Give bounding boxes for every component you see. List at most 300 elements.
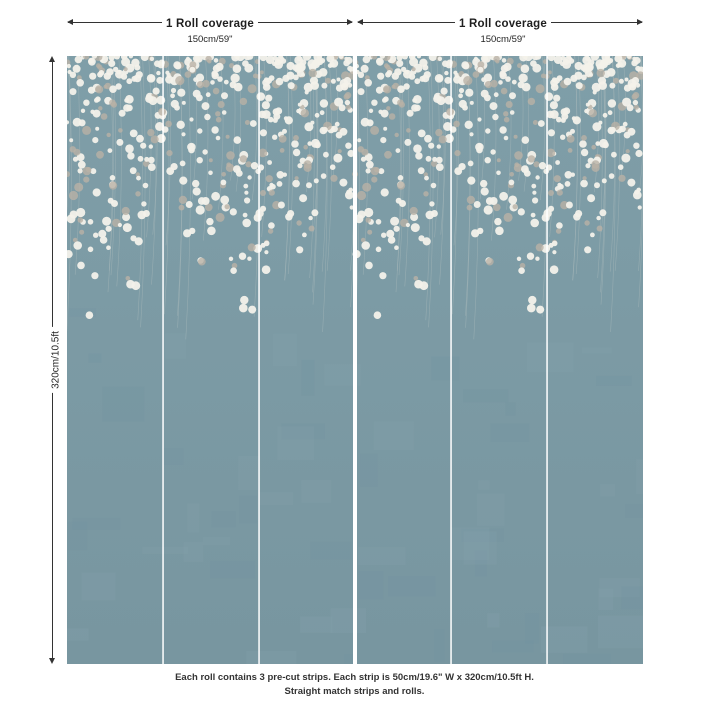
blossom — [309, 69, 317, 77]
roll-1-size: 150cm/59" — [187, 34, 233, 45]
blossom — [362, 183, 371, 192]
blossom — [339, 179, 347, 187]
blossom — [411, 223, 420, 232]
blossom — [88, 58, 94, 64]
blossom — [519, 74, 528, 83]
blossom — [149, 96, 158, 105]
blossom — [497, 158, 501, 162]
blossom — [635, 150, 642, 157]
blossom — [557, 75, 563, 81]
blossom — [508, 196, 517, 205]
blossom — [589, 73, 593, 77]
blossom — [189, 67, 195, 73]
blossom — [532, 191, 536, 195]
texture-patch — [625, 504, 643, 518]
blossom — [148, 163, 156, 171]
blossom — [481, 90, 489, 98]
blossom — [345, 143, 351, 149]
texture-patch — [487, 613, 499, 627]
blossom — [485, 128, 490, 133]
blossom — [396, 60, 403, 67]
blossom — [78, 161, 86, 169]
blossom — [528, 296, 536, 304]
blossom — [423, 191, 428, 196]
blossom — [222, 110, 227, 115]
blossom — [193, 187, 201, 195]
blossom — [437, 144, 441, 148]
blossom — [267, 160, 272, 165]
texture-patch — [210, 561, 255, 579]
blossom — [518, 208, 525, 215]
blossom — [613, 78, 619, 84]
blossom — [505, 76, 511, 82]
blossom — [413, 95, 422, 104]
blossom — [226, 135, 230, 139]
blossom — [530, 60, 537, 67]
blossom — [136, 135, 144, 143]
blossom — [264, 77, 269, 82]
blossom — [384, 151, 392, 159]
blossom — [173, 61, 181, 69]
texture-patch — [238, 456, 260, 490]
blossom — [480, 180, 487, 187]
blossom — [221, 172, 226, 177]
blossom — [636, 188, 641, 193]
texture-patch — [527, 342, 574, 372]
blossom — [467, 177, 475, 185]
blossom — [345, 100, 350, 105]
roll-1-arrow-right-icon — [347, 19, 353, 25]
blossom — [394, 245, 399, 250]
blossom — [196, 74, 204, 82]
texture-patch — [82, 573, 116, 601]
blossom — [83, 100, 89, 106]
texture-patch — [477, 494, 505, 526]
blossom — [453, 121, 460, 128]
blossom — [477, 228, 483, 234]
blossom — [629, 83, 637, 91]
blossom — [151, 135, 159, 143]
blossom — [218, 101, 225, 108]
blossom — [247, 257, 251, 261]
blossom — [198, 258, 206, 266]
texture-patch — [360, 454, 378, 487]
blossom — [211, 126, 218, 133]
texture-patch — [273, 334, 297, 367]
blossom — [202, 197, 210, 205]
blossom — [610, 127, 616, 133]
blossom — [130, 167, 137, 174]
blossom — [437, 96, 446, 105]
blossom — [528, 98, 535, 105]
blossom — [216, 117, 222, 123]
blossom — [541, 74, 546, 79]
blossom — [527, 253, 534, 260]
blossom — [439, 135, 447, 143]
blossom — [297, 163, 302, 168]
blossom — [74, 183, 83, 192]
blossom — [442, 60, 449, 67]
blossom — [177, 89, 185, 97]
blossom — [535, 257, 539, 261]
blossom — [97, 72, 103, 78]
blossom — [635, 66, 640, 71]
blossom — [269, 75, 275, 81]
blossom — [126, 78, 132, 84]
blossom — [542, 214, 550, 222]
blossom — [513, 204, 518, 209]
blossom — [383, 127, 387, 131]
blossom — [397, 182, 405, 190]
blossom — [88, 247, 94, 253]
blossom — [76, 79, 84, 87]
blossom — [498, 80, 503, 85]
blossom — [213, 88, 220, 95]
blossom — [503, 111, 508, 116]
texture-patch — [596, 376, 632, 386]
texture-patch — [239, 496, 257, 524]
blossom — [239, 253, 246, 260]
blossom — [253, 74, 258, 79]
blossom — [463, 76, 472, 85]
roll-1-title: 1 Roll coverage — [162, 18, 258, 30]
blossom — [504, 213, 513, 222]
blossom — [618, 62, 623, 67]
blossom — [509, 92, 516, 99]
blossom — [282, 129, 287, 134]
blossom — [125, 95, 134, 104]
blossom — [419, 59, 427, 67]
texture-patch — [563, 654, 611, 665]
blossom — [627, 179, 635, 187]
blossom — [608, 99, 616, 107]
blossom — [435, 74, 444, 83]
blossom — [567, 135, 575, 143]
texture-patch — [162, 448, 183, 465]
blossom — [280, 148, 285, 153]
blossom — [83, 177, 89, 183]
blossom — [70, 88, 77, 95]
blossom — [79, 230, 84, 235]
blossom — [394, 68, 401, 75]
blossom — [136, 176, 141, 181]
blossom — [123, 223, 132, 232]
blossom — [348, 188, 353, 193]
blossom — [179, 205, 185, 211]
blossom — [565, 181, 571, 187]
blossom — [214, 58, 219, 63]
blossom — [225, 204, 230, 209]
blossom — [124, 67, 128, 71]
blossom — [131, 76, 137, 82]
blossom — [618, 175, 625, 182]
blossom — [584, 246, 591, 253]
blossom — [386, 106, 390, 110]
blossom — [591, 160, 599, 168]
blossom — [597, 226, 603, 232]
blossom — [224, 80, 229, 85]
blossom — [533, 161, 539, 167]
blossom — [78, 168, 83, 173]
blossom — [95, 127, 99, 131]
blossom — [499, 126, 506, 133]
blossom — [618, 164, 624, 170]
blossom — [215, 63, 223, 71]
blossom — [221, 180, 227, 186]
blossom — [403, 83, 409, 89]
blossom — [550, 101, 558, 109]
blossom — [418, 235, 424, 241]
blossom — [236, 170, 243, 177]
blossom — [603, 113, 608, 118]
blossom — [180, 161, 186, 167]
blossom — [514, 151, 523, 160]
blossom — [581, 149, 588, 156]
blossom — [366, 168, 371, 173]
blossom — [234, 136, 242, 144]
blossom — [361, 65, 369, 73]
blossom — [419, 76, 425, 82]
blossom — [93, 233, 98, 238]
blossom — [358, 72, 364, 78]
blossom — [264, 241, 270, 247]
blossom — [293, 149, 300, 156]
texture-patch — [492, 640, 533, 652]
blossom — [465, 89, 473, 97]
blossom — [115, 70, 124, 79]
blossom — [274, 60, 283, 69]
blossom — [153, 88, 160, 95]
texture-patch — [598, 616, 643, 649]
blossom — [319, 68, 328, 77]
texture-patch — [259, 492, 294, 505]
blossom — [73, 118, 82, 127]
blossom — [486, 258, 494, 266]
blossom — [77, 262, 85, 270]
blossom — [395, 133, 399, 137]
blossom — [257, 92, 266, 101]
blossom — [481, 187, 489, 195]
blossom — [109, 99, 116, 106]
blossom — [315, 113, 320, 118]
blossom — [143, 183, 149, 189]
blossom — [217, 76, 223, 82]
blossom — [530, 219, 539, 228]
blossom — [426, 211, 435, 220]
blossom — [111, 200, 118, 207]
blossom — [595, 141, 600, 146]
blossom — [596, 216, 600, 220]
blossom — [156, 71, 160, 75]
blossom — [260, 70, 264, 74]
blossom — [485, 157, 491, 163]
blossom — [361, 118, 370, 127]
blossom — [550, 265, 559, 274]
blossom — [624, 132, 631, 139]
texture-patch — [67, 628, 89, 640]
blossom — [245, 161, 251, 167]
blossom — [248, 84, 257, 93]
blossom — [490, 197, 498, 205]
blossom — [273, 113, 280, 120]
blossom — [551, 83, 559, 91]
blossom — [98, 230, 106, 238]
blossom — [333, 154, 342, 163]
blossom — [499, 192, 508, 201]
blossom — [291, 140, 299, 148]
blossom — [141, 201, 146, 206]
blossom — [477, 117, 481, 121]
blossom — [485, 81, 492, 88]
blossom — [149, 144, 153, 148]
blossom — [308, 216, 312, 220]
blossom — [108, 148, 113, 153]
blossom — [414, 105, 421, 112]
blossom — [88, 219, 94, 225]
blossom — [396, 148, 401, 153]
blossom — [611, 152, 617, 158]
blossom — [242, 219, 251, 228]
blossom — [538, 120, 545, 127]
blossom — [602, 178, 607, 183]
blossom — [556, 228, 561, 233]
blossom — [361, 157, 366, 162]
blossom — [82, 126, 91, 135]
strip-divider — [162, 56, 164, 664]
strip-divider — [450, 56, 452, 664]
blossom — [587, 194, 595, 202]
blossom — [384, 63, 389, 68]
blossom — [365, 262, 373, 270]
blossom — [283, 173, 287, 177]
blossom — [608, 110, 613, 115]
blossom — [115, 83, 121, 89]
blossom — [575, 210, 582, 217]
blossom — [584, 220, 589, 225]
blossom — [244, 197, 250, 203]
blossom — [322, 127, 328, 133]
blossom — [277, 181, 283, 187]
blossom — [296, 246, 303, 253]
blossom — [539, 162, 546, 169]
blossom — [304, 122, 313, 131]
blossom — [583, 176, 587, 180]
blossom — [561, 113, 568, 120]
texture-patch — [310, 542, 351, 560]
texture-patch — [187, 504, 199, 533]
blossom — [571, 173, 575, 177]
blossom — [568, 148, 573, 153]
blossom — [320, 110, 325, 115]
blossom — [371, 177, 377, 183]
blossom — [126, 105, 133, 112]
blossom — [233, 64, 242, 73]
blossom — [323, 152, 329, 158]
blossom — [96, 63, 101, 68]
blossom — [266, 175, 273, 182]
blossom — [579, 140, 587, 148]
texture-patch — [478, 480, 489, 489]
blossom — [91, 272, 98, 279]
blossom — [366, 161, 374, 169]
blossom — [381, 188, 389, 196]
blossom — [431, 183, 437, 189]
blossom — [197, 157, 203, 163]
blossom — [404, 139, 411, 146]
blossom — [248, 243, 256, 251]
blossom — [254, 214, 262, 222]
blossom — [263, 83, 271, 91]
blossom — [325, 78, 331, 84]
blossom — [436, 157, 443, 164]
blossom — [597, 69, 605, 77]
blossom — [444, 71, 448, 75]
blossom — [230, 208, 237, 215]
blossom — [454, 150, 460, 156]
blossom — [330, 62, 335, 67]
blossom — [221, 92, 228, 99]
blossom — [299, 194, 307, 202]
blossom — [424, 176, 429, 181]
blossom — [202, 102, 210, 110]
blossom — [598, 77, 606, 85]
blossom — [385, 72, 391, 78]
blossom — [470, 101, 474, 105]
blossom — [106, 226, 112, 232]
height-arrow-down-icon — [49, 658, 55, 664]
blossom — [518, 81, 525, 88]
blossom — [306, 182, 312, 188]
blossom — [247, 175, 251, 179]
blossom — [293, 135, 299, 141]
blossom — [580, 180, 588, 188]
blossom — [179, 177, 187, 185]
blossom — [285, 116, 293, 124]
texture-patch — [450, 528, 489, 561]
blossom — [186, 201, 193, 208]
blossom — [255, 169, 261, 175]
blossom — [69, 138, 73, 142]
blossom — [226, 162, 231, 167]
blossom — [566, 202, 573, 209]
blossom — [406, 128, 411, 133]
blossom — [268, 222, 275, 229]
blossom — [209, 158, 213, 162]
blossom — [586, 103, 590, 107]
blossom — [175, 76, 184, 85]
blossom — [358, 146, 364, 152]
blossom — [202, 149, 207, 154]
blossom — [366, 217, 372, 223]
blossom — [548, 70, 552, 74]
blossom — [622, 98, 631, 107]
blossom — [270, 184, 276, 190]
blossom — [344, 94, 350, 100]
texture-patch — [301, 480, 331, 503]
blossom — [364, 79, 372, 87]
blossom — [414, 276, 419, 281]
blossom — [131, 59, 139, 67]
blossom — [181, 132, 185, 136]
blossom — [251, 162, 258, 169]
blossom — [363, 56, 371, 63]
blossom — [381, 110, 389, 118]
blossom — [392, 85, 396, 89]
blossom — [358, 211, 366, 219]
blossom — [504, 117, 510, 123]
blossom — [552, 250, 556, 254]
blossom — [380, 137, 386, 143]
